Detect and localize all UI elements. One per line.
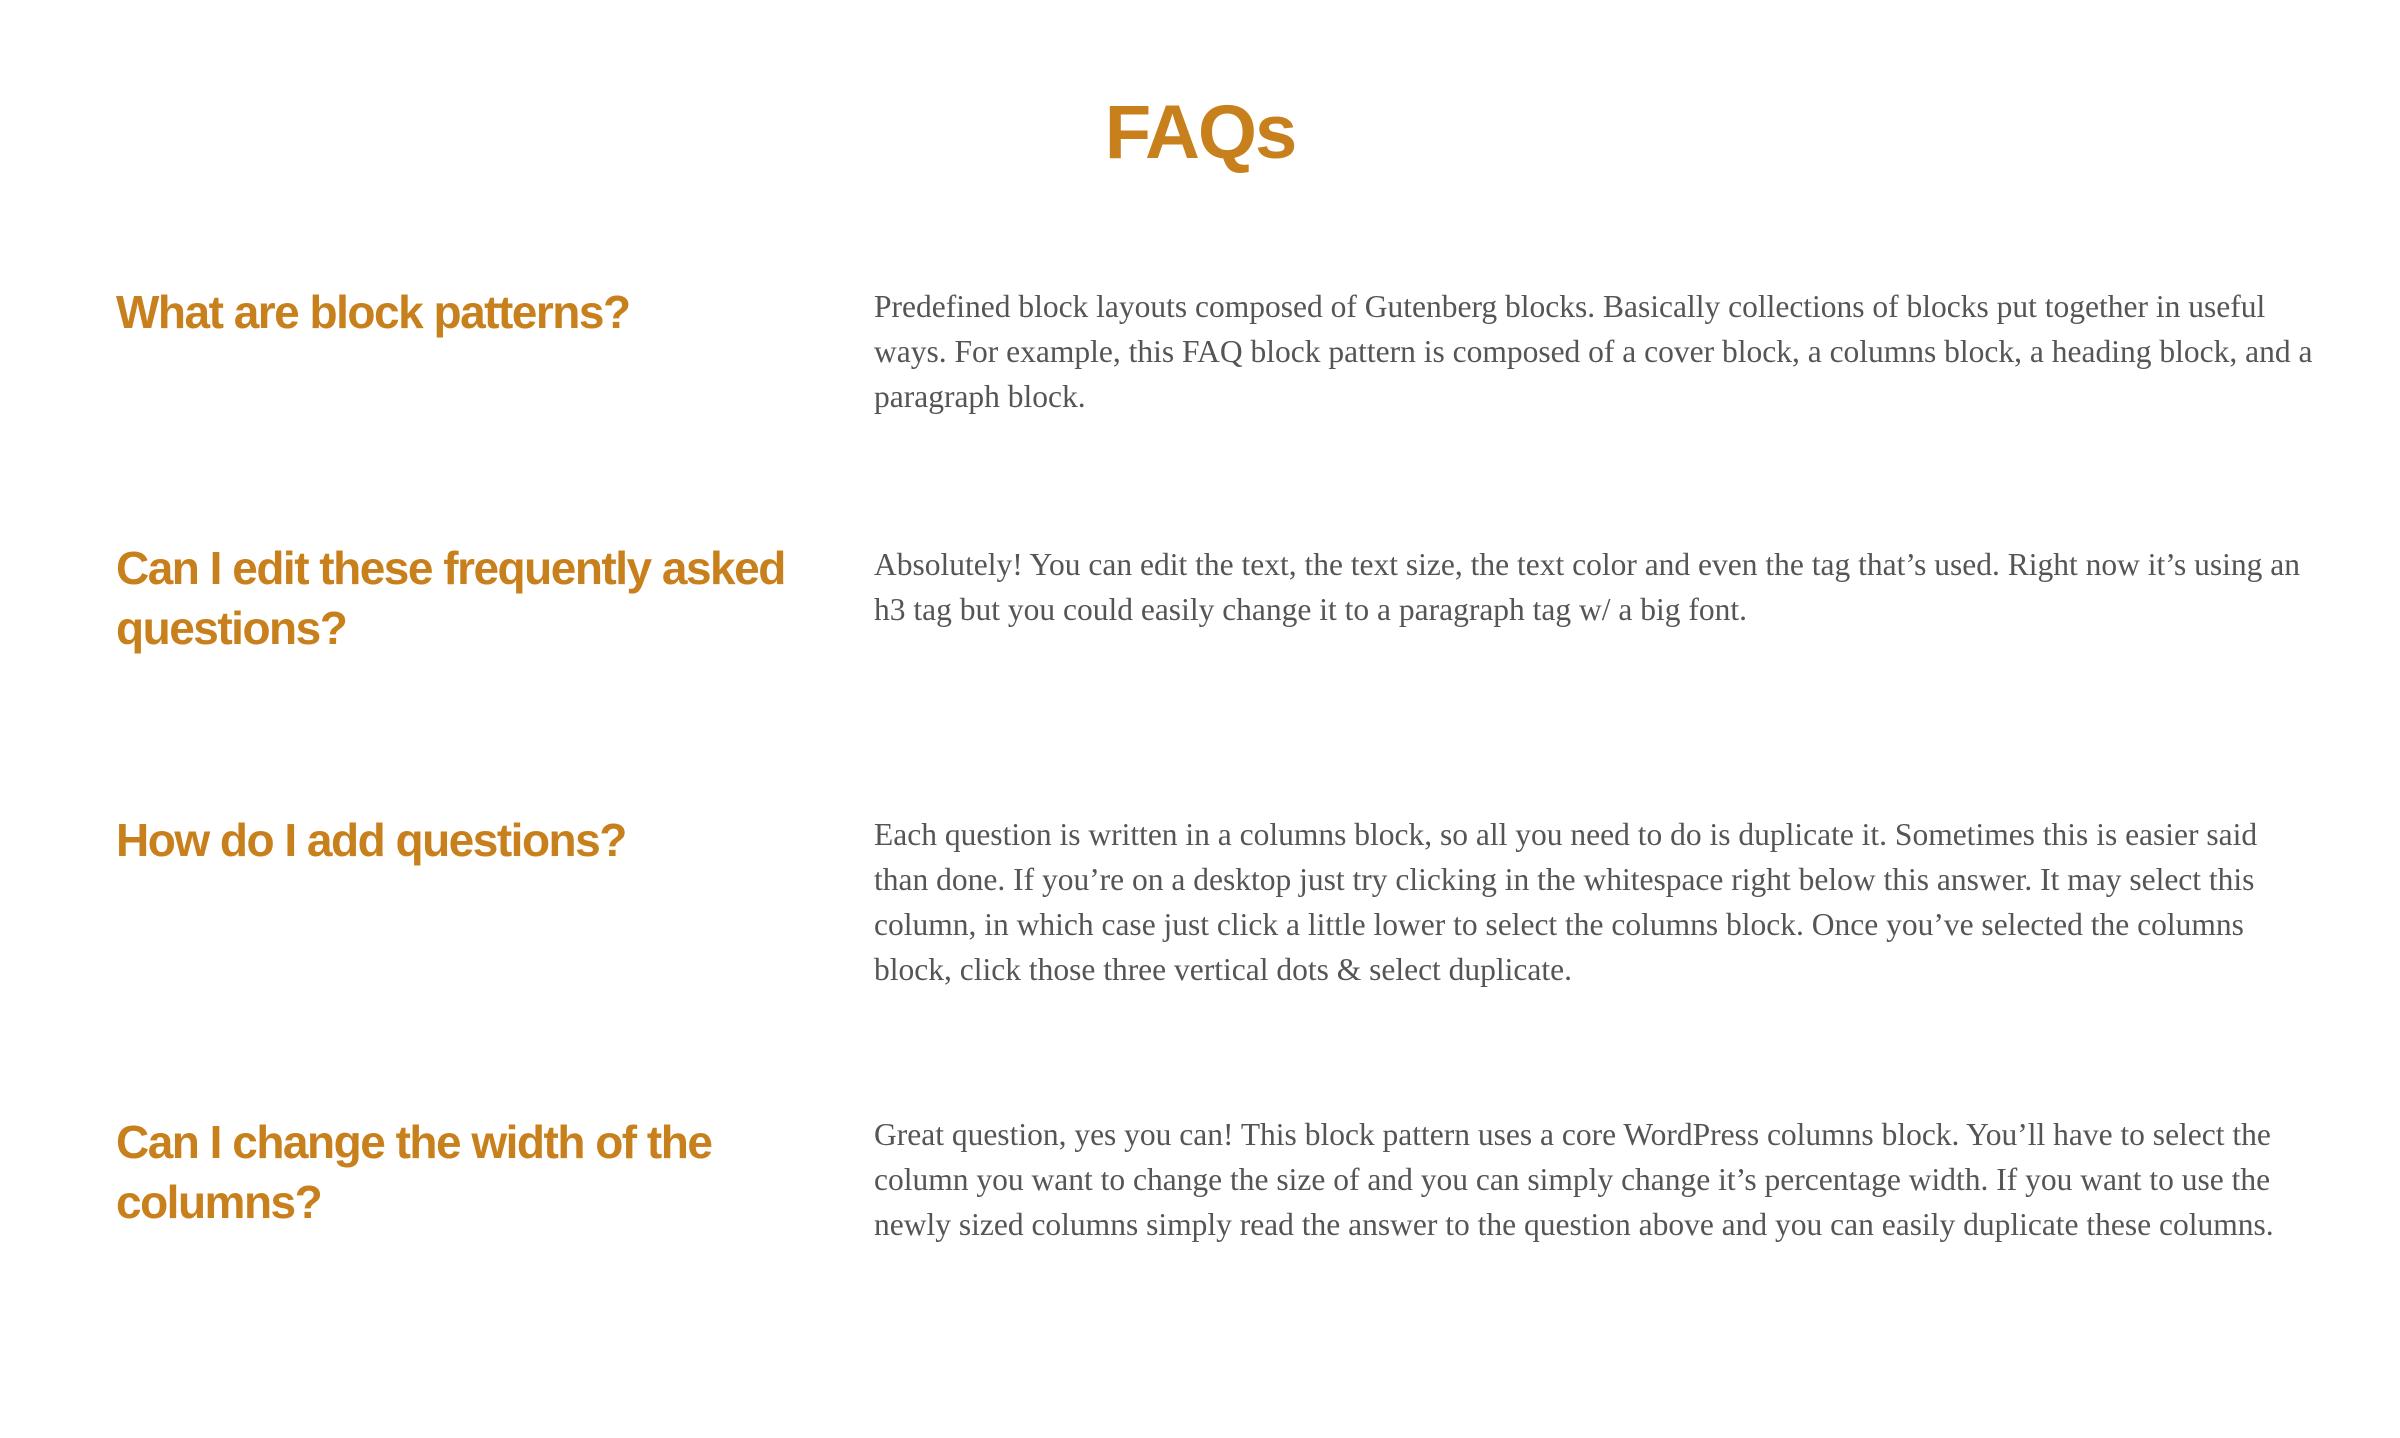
faq-answer: Each question is written in a columns block, so all you need to do is duplicate it. Sometimes this is easier said than done. If you’re on a desktop just try clicking in the whitespace right below this answer. It may select this column, in which case just click a little lower to select the columns block. Once you’ve selected the columns block, click those three vertical dots & select duplicate. [874,817,2258,987]
faq-answer: Absolutely! You can edit the text, the text size, the text color and even the tag that’s used. Right now it’s using an h3 tag but you could easily change it to a paragraph tag w/ a big font. [874,547,2300,627]
page-title: FAQs [1104,90,1296,175]
faq-answer: Great question, yes you can! This block pattern uses a core WordPress columns block. You’ll have to select the column you want to change the size of and you can simply change it’s percentage width. If you want to use the newly sized columns simply read the answer to the question above and you can easily duplicate these columns. [874,1117,2274,1242]
faq-question: What are block patterns? [116,286,630,338]
faq-answer: Predefined block layouts composed of Gutenberg blocks. Basically collections of blocks put together in useful ways. For example, this FAQ block pattern is composed of a cover block, a columns block, a heading block, and a paragraph block. [874,289,2313,414]
faq-question: How do I add questions? [116,814,626,866]
faq-question: Can I edit these frequently asked questions? [116,542,785,654]
faq-question: Can I change the width of the columns? [116,1116,712,1228]
